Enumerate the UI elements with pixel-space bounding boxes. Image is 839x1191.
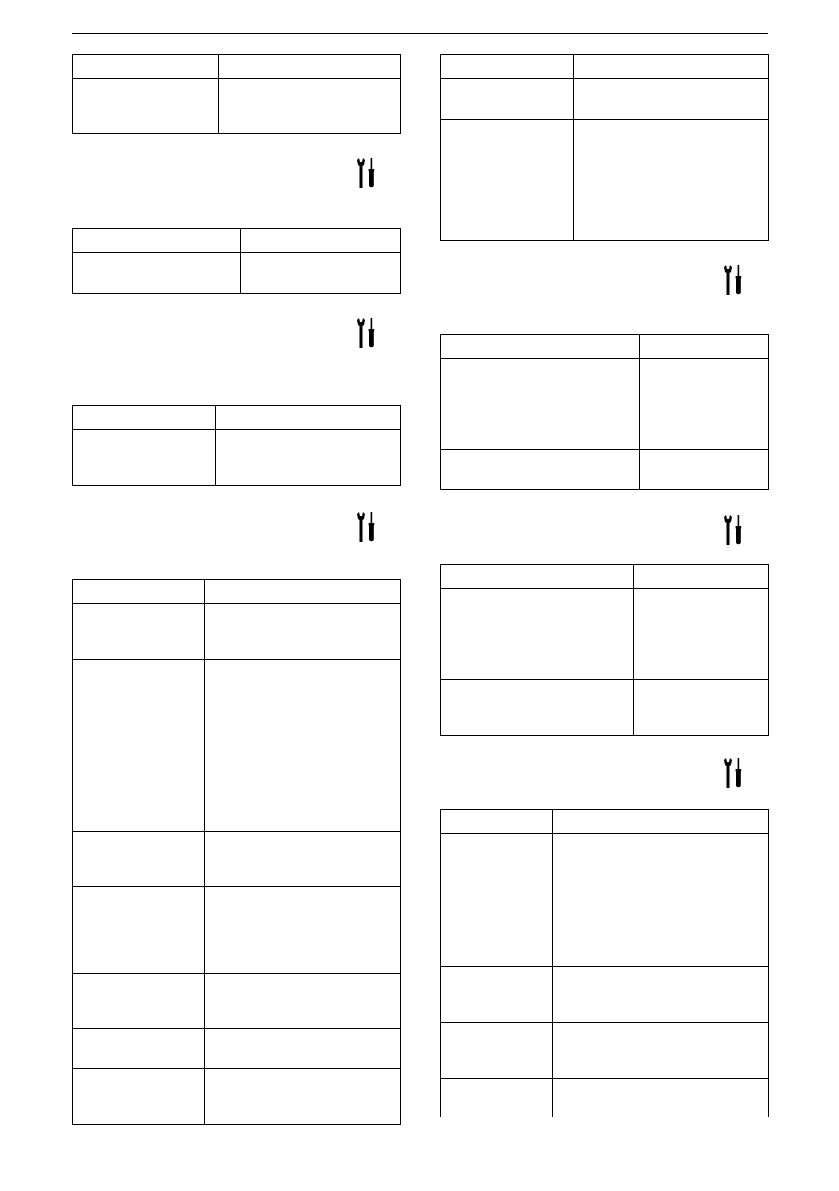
table-cell: [441, 359, 640, 450]
table-header-row: [73, 580, 401, 604]
table-cell: [241, 253, 401, 294]
table-cell: [634, 589, 769, 680]
table-row: [73, 832, 401, 887]
table-cell: [205, 660, 401, 832]
table-row: [73, 79, 401, 134]
right-table-2: [440, 334, 769, 490]
table-row: [73, 887, 401, 974]
table-header-cell: [241, 229, 401, 253]
table-row: [441, 450, 769, 490]
table-cell: [73, 660, 205, 832]
table-row: [441, 680, 769, 736]
table-row: [441, 359, 769, 450]
table-header-cell: [441, 335, 640, 359]
table-header-cell: [441, 810, 553, 834]
right-table-3: [440, 564, 769, 736]
table-row: [73, 1029, 401, 1069]
table-row: [73, 604, 401, 660]
table-row: [441, 79, 769, 120]
wrench-screwdriver-icon: [356, 512, 380, 542]
table-cell: [553, 1023, 769, 1079]
left-table-3: [72, 405, 401, 486]
table-cell: [441, 1023, 553, 1079]
table-cell: [73, 974, 205, 1029]
table-row: [73, 253, 401, 294]
table-cell: [73, 430, 216, 486]
table-header-cell: [640, 335, 769, 359]
header-rule: [72, 33, 768, 34]
table-cell: [205, 604, 401, 660]
table-cell: [441, 680, 634, 736]
table-cell: [640, 450, 769, 490]
table-cell: [219, 79, 401, 134]
table-header-cell: [574, 55, 769, 79]
table-cell: [553, 1079, 769, 1117]
wrench-screwdriver-icon: [356, 318, 380, 348]
table-row: [73, 430, 401, 486]
wrench-screwdriver-icon: [723, 758, 747, 788]
table-header-cell: [553, 810, 769, 834]
table-cell: [73, 79, 219, 134]
table-row: [441, 967, 769, 1023]
table-header-row: [441, 565, 769, 589]
table-cell: [441, 589, 634, 680]
wrench-screwdriver-icon: [723, 515, 747, 545]
table-header-cell: [73, 55, 219, 79]
table-cell: [73, 832, 205, 887]
table-header-row: [73, 55, 401, 79]
table-header-cell: [441, 55, 574, 79]
table-row: [73, 660, 401, 832]
right-table-1: [440, 54, 769, 241]
table-header-row: [441, 55, 769, 79]
table-row: [441, 589, 769, 680]
table-cell: [553, 967, 769, 1023]
table-cell: [640, 359, 769, 450]
left-table-1: [72, 54, 401, 134]
table-cell: [441, 1079, 553, 1117]
table-cell: [441, 450, 640, 490]
table-header-row: [73, 406, 401, 430]
right-table-4: [440, 809, 769, 1117]
table-cell: [73, 1069, 205, 1125]
table-header-cell: [73, 229, 241, 253]
table-header-row: [441, 810, 769, 834]
table-cell: [205, 974, 401, 1029]
table-header-row: [73, 229, 401, 253]
table-cell: [216, 430, 401, 486]
wrench-screwdriver-icon: [356, 158, 380, 188]
table-cell: [73, 253, 241, 294]
table-cell: [205, 832, 401, 887]
table-cell: [574, 79, 769, 120]
table-cell: [574, 120, 769, 241]
table-row: [441, 120, 769, 241]
table-row: [441, 834, 769, 967]
table-header-row: [441, 335, 769, 359]
table-header-cell: [219, 55, 401, 79]
table-cell: [441, 79, 574, 120]
table-header-cell: [441, 565, 634, 589]
table-header-cell: [73, 580, 205, 604]
left-table-2: [72, 228, 401, 294]
table-cell: [441, 967, 553, 1023]
table-cell: [205, 1069, 401, 1125]
table-cell: [441, 120, 574, 241]
table-cell: [73, 887, 205, 974]
table-row: [73, 974, 401, 1029]
table-cell: [634, 680, 769, 736]
table-cell: [205, 1029, 401, 1069]
table-row: [441, 1023, 769, 1079]
table-row: [441, 1079, 769, 1117]
table-cell: [205, 887, 401, 974]
table-cell: [553, 834, 769, 967]
table-header-cell: [73, 406, 216, 430]
table-header-cell: [216, 406, 401, 430]
table-cell: [441, 834, 553, 967]
left-table-4: [72, 579, 401, 1125]
table-header-cell: [205, 580, 401, 604]
table-header-cell: [634, 565, 769, 589]
wrench-screwdriver-icon: [723, 265, 747, 295]
table-row: [73, 1069, 401, 1125]
table-cell: [73, 1029, 205, 1069]
table-cell: [73, 604, 205, 660]
